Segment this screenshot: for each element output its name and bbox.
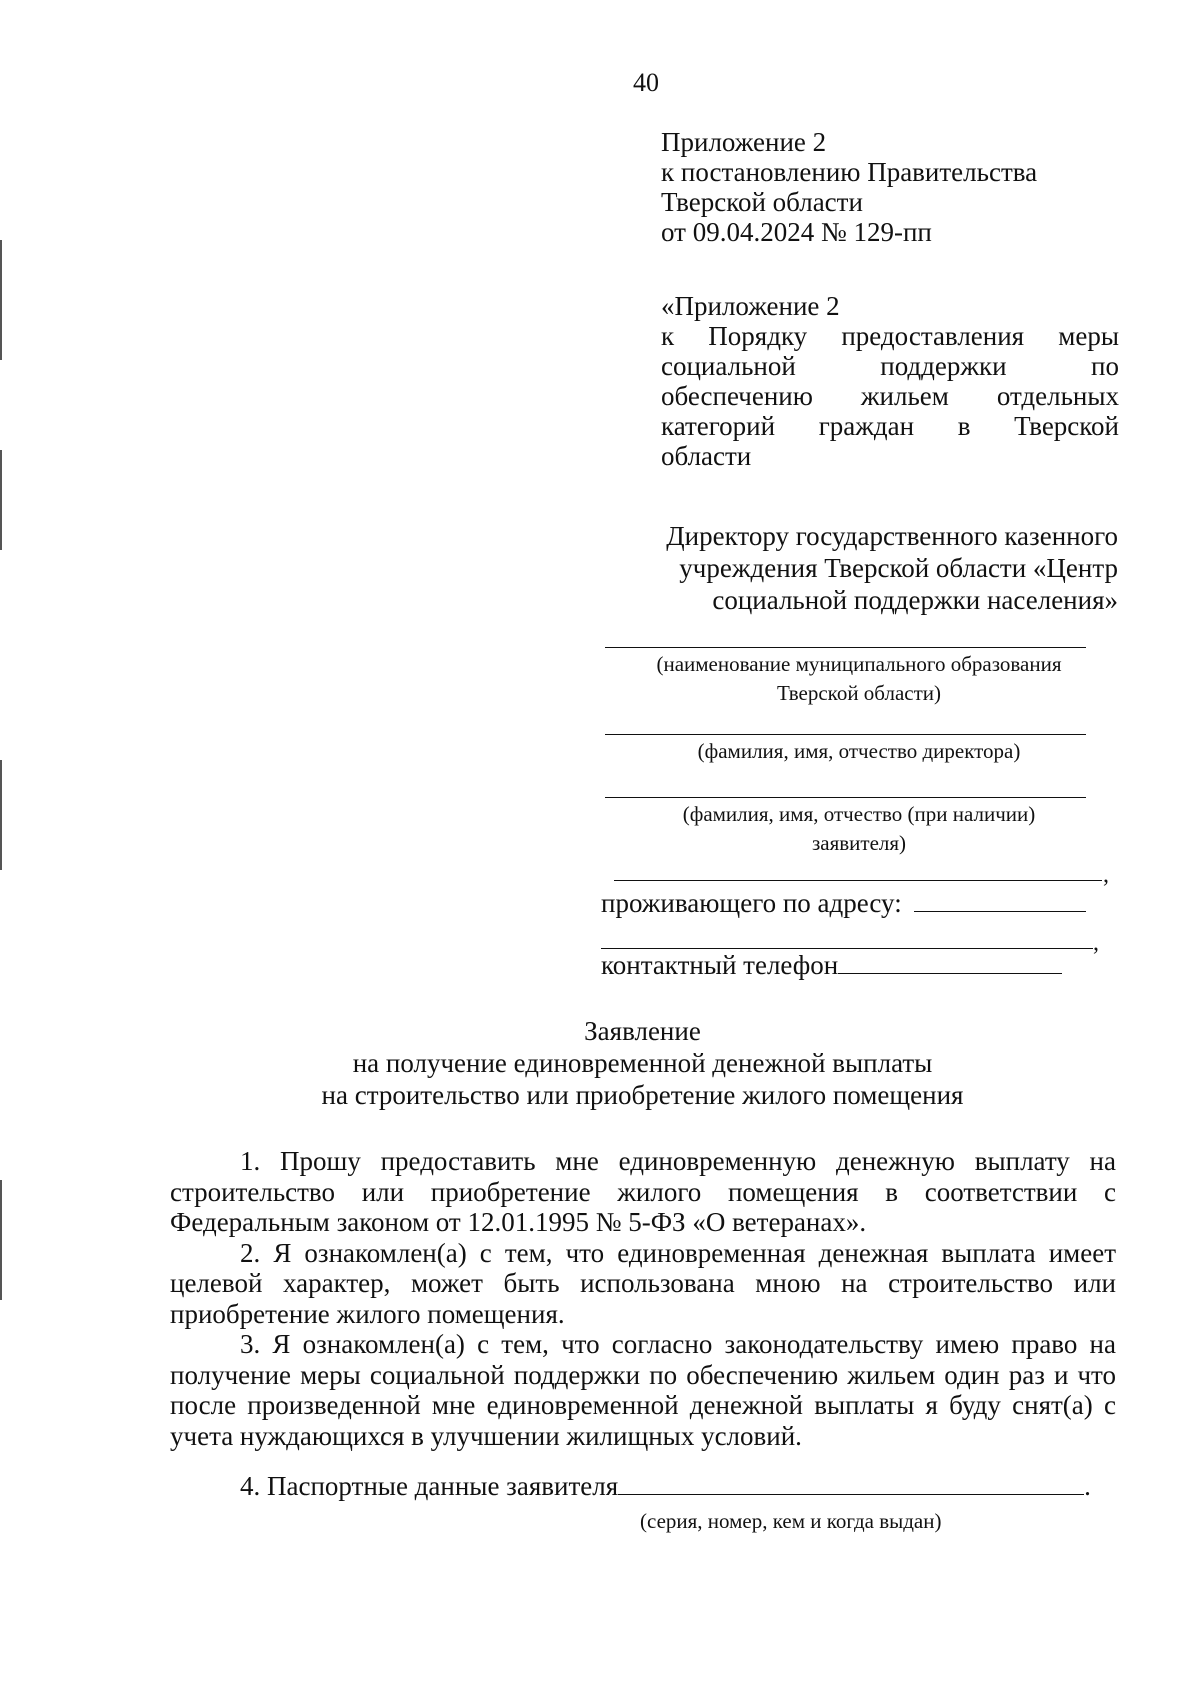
phone-input-line[interactable] [838,951,1062,974]
appendix-line: Приложение 2 [661,127,827,157]
appendix-line: категорий граждан в Тверской [661,411,1119,441]
applicant-continuation-line[interactable] [614,880,1102,881]
application-subtitle: на получение единовременной денежной выплаты [352,1048,933,1078]
scan-edge-mark [0,1180,2,1300]
comma-mark: , [1103,862,1109,888]
addressee-line: учреждения Тверской области «Центр [679,553,1118,583]
appendix-line: к Порядку предоставления меры [661,321,1119,351]
page-number: 40 [633,68,659,97]
addressee-line: социальной поддержки населения» [712,585,1118,615]
caption-line: (наименование муниципального образования [656,652,1062,676]
passport-caption: (серия, номер, кем и когда выдан) [640,1509,942,1533]
addressee-line: Директору государственного казенного [666,521,1118,551]
application-title-block [0,1015,1200,1111]
paragraph-1: 1. Прошу предоставить мне единовременную денежную выплату на строительство или приобретение жилого помещения в соответствии с Федеральным законом от 12.01.1995 № 5-ФЗ «О ветеранах». [170,1146,1116,1237]
applicant-caption [600,800,1118,858]
addressee-block [600,520,1118,616]
director-caption: (фамилия, имя, отчество директора) [697,739,1021,763]
application-body [170,1146,1116,1451]
municipality-blank-line[interactable] [605,647,1086,648]
appendix-line: социальной поддержки по [661,351,1119,381]
applicant-blank-line[interactable] [605,797,1086,798]
appendix-procedure-block [661,291,1119,471]
application-heading: Заявление [584,1016,701,1046]
appendix-line: «Приложение 2 [661,291,840,321]
municipality-caption [600,650,1118,708]
address-row [601,888,1086,918]
scan-edge-mark [0,450,2,550]
caption-line: заявителя) [811,831,907,855]
application-subtitle: на строительство или приобретение жилого помещения [321,1080,964,1110]
scan-edge-mark [0,240,2,360]
phone-label: контактный телефон [601,950,839,980]
paragraph-2: 2. Я ознакомлен(а) с тем, что единовременная денежная выплата имеет целевой характер, может быть использована мною на строительство или приобретение жилого помещения. [170,1237,1116,1329]
director-blank-line[interactable] [605,734,1086,735]
phone-row [601,950,1062,980]
passport-row [240,1471,1091,1501]
passport-label: 4. Паспортные данные заявителя [240,1471,619,1501]
caption-line: (фамилия, имя, отчество (при наличии) [682,802,1036,826]
appendix-resolution-block [661,127,1119,247]
appendix-line: области [661,441,752,471]
appendix-line: обеспечению жильем отдельных [661,381,1119,411]
address-continuation-line[interactable] [601,948,1093,949]
scan-edge-mark [0,760,2,870]
appendix-line: к постановлению Правительства [661,157,1038,187]
passport-input-line[interactable] [618,1472,1084,1495]
passport-end-mark: . [1084,1471,1091,1501]
paragraph-3: 3. Я ознакомлен(а) с тем, что согласно законодательству имею право на получение меры социальной поддержки по обеспечению жильем один раз и что после произведенной мне единовременной денежной выплаты я буду снят(а) с учета нуждающихся в улучшении жилищных условий. [170,1329,1116,1451]
address-label: проживающего по адресу: [601,888,902,918]
address-input-line[interactable] [914,889,1086,912]
caption-line: Тверской области) [776,681,942,705]
comma-mark: , [1093,930,1099,956]
appendix-line: от 09.04.2024 № 129-пп [661,217,932,247]
appendix-line: Тверской области [661,187,863,217]
